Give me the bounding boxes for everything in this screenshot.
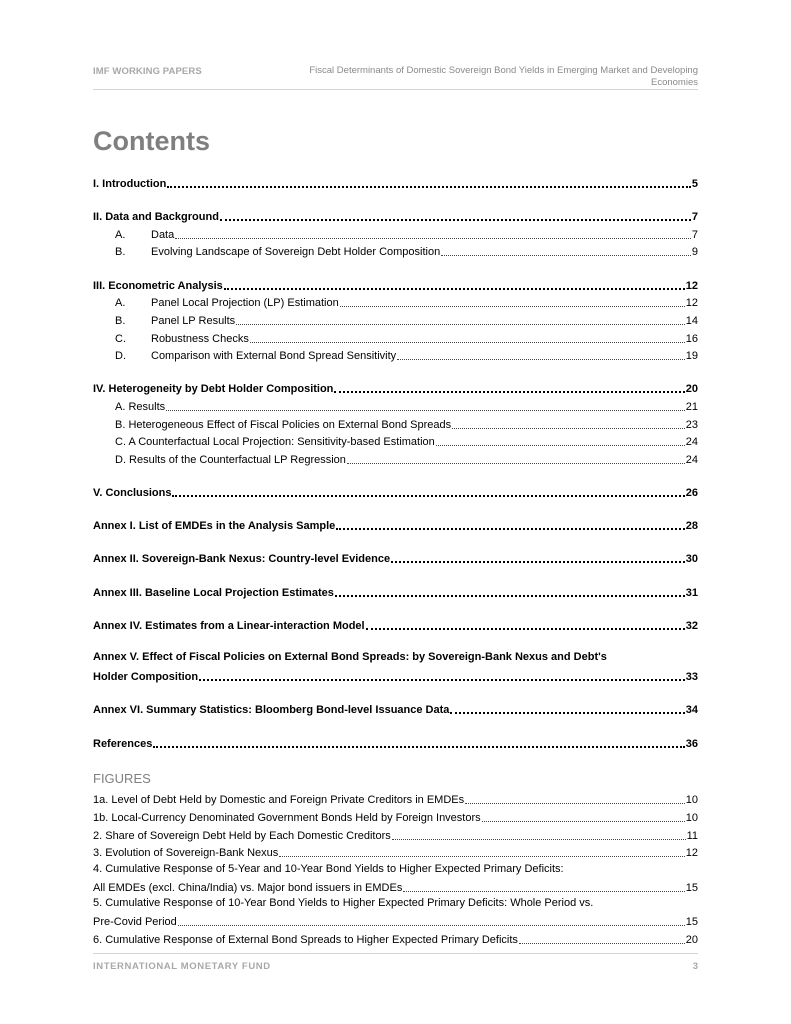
toc-entry-page: 33 [685, 671, 698, 683]
toc-entry-label: Panel LP Results [151, 315, 236, 327]
dot-leader [392, 839, 686, 840]
toc-entry-page: 20 [685, 383, 698, 395]
toc-entry-page: 24 [685, 436, 698, 448]
dot-leader [391, 561, 685, 563]
footer-divider [93, 953, 698, 954]
toc-entry-letter: D. [115, 350, 126, 362]
toc-entry-letter: C. [115, 333, 126, 345]
toc-entry-page: 28 [685, 520, 698, 532]
dot-leader [167, 186, 691, 188]
running-header-title-line2: Economies [651, 77, 698, 88]
dot-leader [397, 359, 685, 360]
dot-leader [175, 238, 691, 239]
toc-entry-annex-4[interactable] [93, 618, 698, 633]
toc-entry-label: Robustness Checks [151, 333, 249, 345]
toc-entry-label: II. Data and Background [93, 211, 219, 223]
toc-entry-label: D. Results of the Counterfactual LP Regression [115, 454, 346, 466]
toc-entry-letter: A. [115, 297, 126, 309]
figure-entry-label: All EMDEs (excl. China/India) vs. Major bond issuers in EMDEs [93, 882, 403, 894]
toc-entry-letter: B. [115, 315, 126, 327]
toc-entry-label: Annex II. Sovereign-Bank Nexus: Country-level Evidence [93, 553, 391, 565]
figure-entry-5-line1[interactable]: 5. Cumulative Response of 10-Year Bond Yields to Higher Expected Primary Deficits: Whole Period vs. [93, 897, 594, 909]
toc-entry-letter: A. [115, 229, 126, 241]
figure-entry-label: 1a. Level of Debt Held by Domestic and Foreign Private Creditors in EMDEs [93, 794, 465, 806]
dot-leader [178, 925, 685, 926]
toc-entry-label: B. Heterogeneous Effect of Fiscal Policies on External Bond Spreads [115, 419, 452, 431]
figure-entry-1a[interactable] [93, 792, 698, 807]
figure-entry-label: 6. Cumulative Response of External Bond Spreads to Higher Expected Primary Deficits [93, 934, 518, 946]
page-number: 3 [692, 961, 698, 972]
toc-entry-panel-lp-results[interactable] [115, 313, 698, 328]
toc-entry-label: V. Conclusions [93, 487, 172, 499]
toc-entry-label: Holder Composition [93, 671, 199, 683]
toc-entry-page: 30 [685, 553, 698, 565]
figure-entry-label: 1b. Local-Currency Denominated Government Bonds Held by Foreign Investors [93, 812, 481, 824]
figure-entry-label: 3. Evolution of Sovereign-Bank Nexus [93, 847, 279, 859]
toc-entry-data-and-background[interactable] [93, 209, 698, 224]
toc-entry-label: IV. Heterogeneity by Debt Holder Composition [93, 383, 334, 395]
dot-leader [336, 528, 684, 530]
toc-entry-page: 7 [691, 229, 698, 241]
toc-entry-page: 24 [685, 454, 698, 466]
toc-entry-panel-lp-estimation[interactable] [115, 295, 698, 310]
toc-entry-label: Comparison with External Bond Spread Sensitivity [151, 350, 397, 362]
toc-entry-heterogeneity[interactable] [93, 381, 698, 396]
toc-entry-evolving-landscape[interactable] [115, 244, 698, 259]
page-title: Contents [93, 126, 210, 156]
toc-entry-page: 14 [685, 315, 698, 327]
dot-leader [224, 288, 685, 290]
toc-entry-page: 5 [691, 178, 698, 190]
dot-leader [250, 342, 685, 343]
figure-entry-label: 2. Share of Sovereign Debt Held by Each Domestic Creditors [93, 830, 391, 842]
toc-entry-references[interactable] [93, 736, 698, 751]
toc-entry-label: Panel Local Projection (LP) Estimation [151, 297, 339, 309]
toc-entry-page: 34 [685, 704, 698, 716]
toc-entry-page: 32 [685, 620, 698, 632]
toc-entry-label: Data [151, 229, 175, 241]
toc-entry-letter: B. [115, 246, 126, 258]
toc-entry-label: Annex VI. Summary Statistics: Bloomberg Bond-level Issuance Data [93, 704, 450, 716]
dot-leader [366, 628, 685, 630]
toc-entry-introduction[interactable] [93, 176, 698, 191]
toc-entry-annex-3[interactable] [93, 585, 698, 600]
toc-entry-counterfactual-results[interactable] [115, 452, 698, 467]
toc-entry-page: 26 [685, 487, 698, 499]
figure-entry-page: 11 [686, 830, 698, 842]
dot-leader [340, 306, 685, 307]
toc-entry-annex-5[interactable] [93, 669, 698, 684]
dot-leader [166, 410, 685, 411]
toc-entry-annex-1[interactable] [93, 518, 698, 533]
toc-entry-results[interactable] [115, 399, 698, 414]
toc-entry-counterfactual-lp[interactable] [115, 434, 698, 449]
dot-leader [347, 463, 685, 464]
dot-leader [220, 219, 691, 221]
figure-entry-3[interactable] [93, 845, 698, 860]
toc-entry-page: 12 [685, 280, 698, 292]
figure-entry-4[interactable] [93, 880, 698, 895]
toc-entry-label: I. Introduction [93, 178, 167, 190]
figure-entry-page: 10 [685, 812, 698, 824]
toc-entry-comparison-external[interactable] [115, 348, 698, 363]
dot-leader [403, 891, 684, 892]
dot-leader [334, 391, 684, 393]
figure-entry-6[interactable] [93, 932, 698, 947]
dot-leader [450, 712, 684, 714]
toc-entry-robustness-checks[interactable] [115, 331, 698, 346]
running-header-title-line1: Fiscal Determinants of Domestic Sovereign Bond Yields in Emerging Market and Developing [309, 65, 698, 76]
toc-entry-annex-6[interactable] [93, 702, 698, 717]
dot-leader [335, 595, 685, 597]
toc-entry-page: 36 [685, 738, 698, 750]
toc-entry-page: 31 [685, 587, 698, 599]
dot-leader [482, 821, 685, 822]
dot-leader [153, 746, 684, 748]
toc-entry-heterogeneous-effect[interactable] [115, 417, 698, 432]
figure-entry-5[interactable] [93, 914, 698, 929]
toc-entry-page: 7 [691, 211, 698, 223]
dot-leader [172, 495, 684, 497]
toc-entry-page: 23 [685, 419, 698, 431]
toc-entry-label: Annex IV. Estimates from a Linear-interaction Model [93, 620, 365, 632]
toc-entry-page: 12 [685, 297, 698, 309]
toc-entry-page: 19 [685, 350, 698, 362]
toc-entry-label: References [93, 738, 153, 750]
toc-entry-label: C. A Counterfactual Local Projection: Sensitivity-based Estimation [115, 436, 435, 448]
toc-entry-label: III. Econometric Analysis [93, 280, 223, 292]
dot-leader [199, 679, 685, 681]
figure-entry-page: 10 [685, 794, 698, 806]
toc-entry-annex-5-line1[interactable]: Annex V. Effect of Fiscal Policies on External Bond Spreads: by Sovereign-Bank Nexus and Debt's [93, 651, 607, 663]
toc-entry-label: Annex III. Baseline Local Projection Estimates [93, 587, 334, 599]
header-divider [93, 89, 698, 90]
toc-entry-label: A. Results [115, 401, 166, 413]
running-header-title [260, 65, 698, 89]
toc-entry-conclusions[interactable] [93, 485, 698, 500]
toc-entry-data[interactable] [115, 227, 698, 242]
toc-entry-label: Evolving Landscape of Sovereign Debt Holder Composition [151, 246, 441, 258]
figure-entry-label: Pre-Covid Period [93, 916, 177, 928]
running-header-series: IMF WORKING PAPERS [93, 66, 202, 77]
toc-entry-label: Annex I. List of EMDEs in the Analysis Sample [93, 520, 336, 532]
toc-entry-econometric-analysis[interactable] [93, 278, 698, 293]
figure-entry-page: 20 [685, 934, 698, 946]
toc-entry-annex-2[interactable] [93, 551, 698, 566]
figure-entry-page: 12 [685, 847, 698, 859]
dot-leader [465, 803, 685, 804]
figures-heading: FIGURES [93, 771, 151, 786]
dot-leader [441, 255, 691, 256]
figure-entry-4-line1[interactable]: 4. Cumulative Response of 5-Year and 10-Year Bond Yields to Higher Expected Primary Deficits: [93, 863, 564, 875]
figure-entry-2[interactable] [93, 828, 698, 843]
dot-leader [519, 943, 685, 944]
dot-leader [279, 856, 684, 857]
figure-entry-page: 15 [685, 916, 698, 928]
dot-leader [236, 324, 685, 325]
figure-entry-page: 15 [685, 882, 698, 894]
toc-entry-page: 9 [691, 246, 698, 258]
toc-entry-page: 21 [685, 401, 698, 413]
footer-organization: INTERNATIONAL MONETARY FUND [93, 961, 271, 972]
dot-leader [452, 428, 685, 429]
figure-entry-1b[interactable] [93, 810, 698, 825]
toc-entry-page: 16 [685, 333, 698, 345]
dot-leader [436, 445, 685, 446]
